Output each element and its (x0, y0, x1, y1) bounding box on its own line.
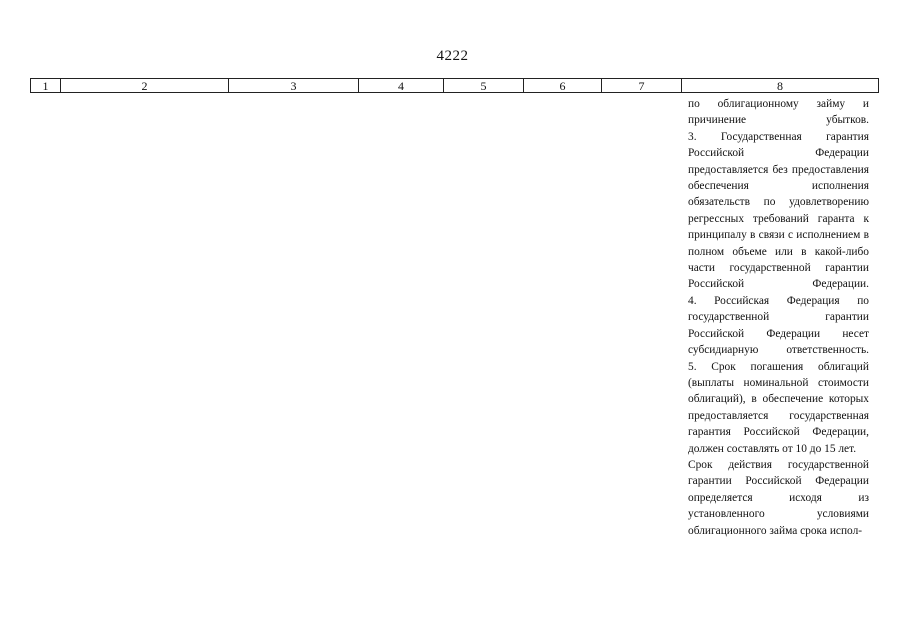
column-header-row (31, 79, 879, 93)
paragraph-1: по облигационному займу и причинение убытков. (688, 98, 869, 127)
paragraph-4: 5. Срок погашения облигаций (выплаты номинальной стоимости облигаций), в обеспечение которых предоставляется государственная гарантия Российской Федерации, должен составлять от 10 до 15 лет. (688, 360, 869, 455)
column-8-text (688, 96, 869, 539)
column-header-1: 1 (31, 79, 61, 93)
column-header-4: 4 (359, 79, 444, 93)
column-header-table (30, 78, 879, 93)
paragraph-5: Срок действия государственной гарантии Российской Федерации определяется исходя из установленного условиями облигационного займа срока испол- (688, 458, 869, 537)
column-header-8: 8 (682, 79, 879, 93)
paragraph-2: 3. Государственная гарантия Российской Федерации предоставляется без предоставления обеспечения исполнения обязательств по удовлетворению регрессных требований гаранта к принципалу в связи с исполнением в полном объеме или в какой-либо части государственной гарантии Российской Федерации. (688, 130, 869, 291)
column-header-3: 3 (229, 79, 359, 93)
paragraph-3: 4. Российская Федерация по государственной гарантии Российской Федерации несет субсидиарную ответственность. (688, 294, 869, 357)
column-header-7: 7 (602, 79, 682, 93)
column-header-6: 6 (524, 79, 602, 93)
page-number: 4222 (436, 48, 469, 64)
column-header-2: 2 (61, 79, 229, 93)
column-header-5: 5 (444, 79, 524, 93)
